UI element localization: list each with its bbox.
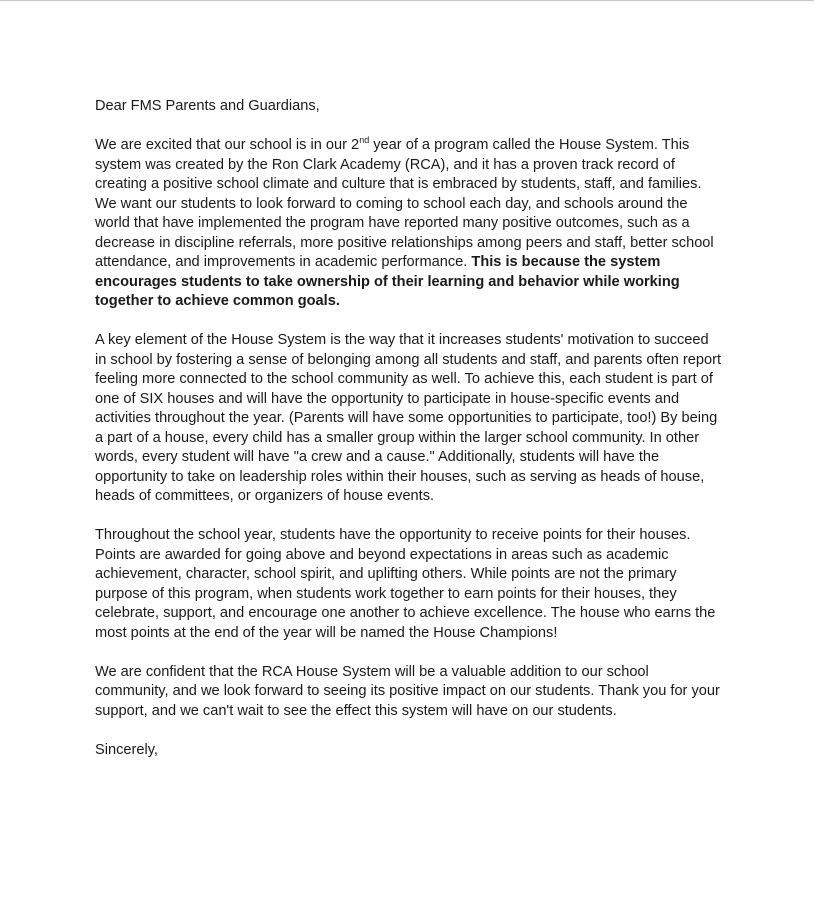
letter-greeting: Dear FMS Parents and Guardians, [95,98,320,114]
paragraph-points: Throughout the school year, students have the opportunity to receive points for their houses. Points are awarded for going above and beyond expectations in areas such as academic achievement, character, school spirit, and uplifting others. While points are not the primary purpose of this program, when students work together to earn points for their houses, they celebrate, support, and encourage one another to achieve excellence. The house who earns the most points at the end of the year will be named the House Champions! [95,527,716,641]
document-page[interactable] [95,97,723,780]
letter-closing: Sincerely, [95,741,158,758]
paragraph-intro [95,136,723,312]
page-top-border [0,0,814,1]
ordinal-superscript: nd [359,135,370,146]
intro-bold-statement: This is because the system encourages students to take ownership of their learning and behavior while working together to achieve common goals. [95,254,680,309]
paragraph-key-element: A key element of the House System is the way that it increases students' motivation to succeed in school by fostering a sense of belonging among all students and staff, and parents often report feeling more connected to the school community as well. To achieve this, each student is part of one of SIX houses and will have the opportunity to participate in house-specific events and activities throughout the year. (Parents will have some opportunities to participate, too!) By being a part of a house, every child has a smaller group within the larger school community. In other words, every student will have "a crew and a cause." Additionally, students will have the opportunity to take on leadership roles within their houses, such as serving as heads of house, heads of committees, or organizers of house events. [95,332,722,504]
intro-text-start: We are excited that our school is in our 2 [95,137,360,153]
paragraph-conclusion: We are confident that the RCA House System will be a valuable addition to our school community, and we look forward to seeing its positive impact on our students. Thank you for your support, and we can't wait to see the effect this system will have on our students. [95,663,720,719]
intro-text-body: year of a program called the House System. This system was created by the Ron Clark Academy (RCA), and it has a proven track record of creating a positive school climate and culture that is embraced by students, staff, and families. We want our students to look forward to coming to school each day, and schools around the world that have implemented the program have reported many positive outcomes, such as a decrease in discipline referrals, more positive relationships among peers and staff, better school attendance, and improvements in academic performance. [95,137,714,270]
